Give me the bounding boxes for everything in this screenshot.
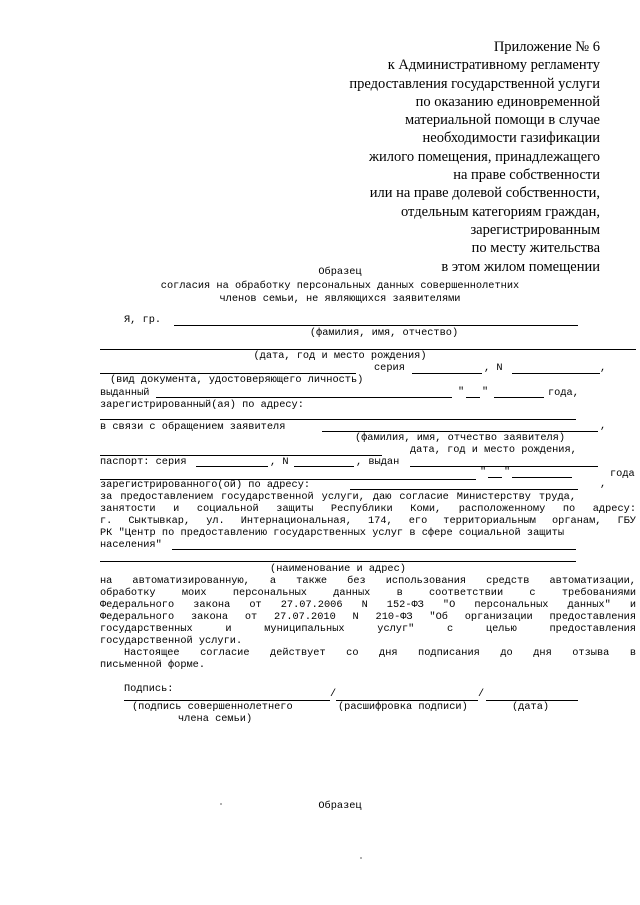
header-line: жилого помещения, принадлежащего — [368, 148, 600, 165]
form-subtitle: согласия на обработку персональных данных совершеннолетних — [160, 280, 520, 292]
quote-close: " — [482, 386, 489, 398]
label-vydan: , выдан — [356, 456, 400, 468]
header-line: материальной помощи в случае — [405, 112, 600, 129]
consent-line: за предоставлением государственной услуги, даю согласие Министерству труда, — [100, 491, 576, 503]
passport-month-field[interactable] — [512, 477, 572, 478]
issue-day-field[interactable] — [466, 397, 480, 398]
dob-caption: (дата, год и место рождения) — [253, 350, 427, 362]
passport-number-field[interactable] — [294, 466, 354, 467]
organization-cont-field[interactable] — [100, 561, 576, 562]
date-caption: (дата) — [512, 701, 550, 713]
header-line: в этом жилом помещении — [441, 258, 600, 275]
signature-label: Подпись: — [124, 683, 174, 695]
consent-line: занятости и социальной защиты Республики Коми, расположенному по адресу: — [100, 503, 636, 515]
organization-field[interactable] — [172, 549, 576, 550]
label-seria: серия — [374, 362, 405, 374]
label-registered: зарегистрированный(ая) по адресу: — [100, 399, 304, 411]
form-title: Образец — [318, 266, 362, 278]
quote-open: " — [480, 466, 487, 478]
applicant-caption: (фамилия, имя, отчество заявителя) — [354, 432, 566, 444]
sign-caption: (подпись совершеннолетнего — [132, 701, 293, 713]
scan-speck — [360, 857, 362, 859]
consent-line: РК "Центр по предоставлению государственных услуг в сфере социальной защиты — [100, 527, 564, 539]
issuer-field[interactable] — [156, 397, 452, 398]
doc-caption: (вид документа, удостоверяющего личность) — [110, 374, 364, 386]
consent-line: г. Сыктывкар, ул. Интернациональная, 174, его территориальным органам, ГБУ — [100, 515, 636, 527]
label-vydanny: выданный — [100, 387, 150, 399]
decode-caption: (расшифровка подписи) — [338, 701, 468, 713]
name-address-caption: (наименование и адрес) — [270, 563, 406, 575]
appendix-header — [300, 38, 600, 276]
label-passport-n: , N — [270, 456, 289, 468]
passport-day-field[interactable] — [488, 477, 502, 478]
passport-seria-field[interactable] — [196, 466, 268, 467]
label-n: , N — [484, 362, 503, 374]
header-line: необходимости газификации — [422, 130, 600, 147]
doc-seria-field[interactable] — [412, 373, 482, 374]
header-line: по оказанию единовременной — [415, 93, 600, 110]
label-ya-gr: Я, гр. — [124, 314, 162, 326]
header-line: предоставления государственной услуги — [349, 75, 600, 92]
label-passport: паспорт: серия — [100, 456, 187, 468]
sign-caption: члена семьи) — [178, 713, 253, 725]
address-field[interactable] — [100, 419, 576, 420]
applicant-address-field[interactable] — [350, 489, 578, 490]
header-line: зарегистрированным — [470, 221, 600, 238]
fio-caption: (фамилия, имя, отчество) — [309, 327, 459, 339]
processing-line: государственных и муниципальных услуг" с целью предоставления — [100, 623, 636, 635]
validity-line: Настоящее согласие действует со дня подписания до дня отзыва в — [124, 647, 636, 659]
footer-title: Образец — [318, 800, 362, 812]
consent-line: населения" — [100, 539, 162, 551]
quote-close: " — [504, 466, 511, 478]
processing-line: на автоматизированную, а также без использования средств автоматизации, — [100, 575, 636, 587]
doc-number-field[interactable] — [512, 373, 600, 374]
processing-line: Федерального закона от 27.07.2010 N 210-ФЗ "Об организации предоставления — [100, 611, 636, 623]
comma: , — [600, 478, 607, 490]
label-goda2: года — [610, 468, 635, 480]
header-line: по месту жительства — [471, 240, 600, 257]
slash: / — [478, 688, 485, 700]
quote-open: " — [458, 386, 465, 398]
header-line: Приложение № 6 — [493, 39, 600, 55]
label-reg-address: зарегистрированного(ой) по адресу: — [100, 479, 311, 491]
form-subtitle: членов семьи, не являющихся заявителями — [219, 293, 461, 305]
fio-field[interactable] — [174, 325, 578, 326]
scan-speck — [220, 803, 222, 805]
label-v-svyazi: в связи с обращением заявителя — [100, 421, 286, 433]
comma: , — [600, 420, 607, 432]
slash: / — [330, 688, 337, 700]
processing-line: государственной услуги. — [100, 635, 243, 647]
validity-line: письменной форме. — [100, 659, 206, 671]
header-line: к Административному регламенту — [387, 57, 600, 74]
label-goda: года, — [548, 387, 579, 399]
header-line: или на праве долевой собственности, — [369, 185, 600, 202]
header-line: отдельным категориям граждан, — [401, 203, 600, 220]
label-dob-place: дата, год и место рождения, — [410, 444, 577, 456]
issue-month-field[interactable] — [494, 397, 544, 398]
processing-line: Федерального закона от 27.07.2006 N 152-ФЗ "О персональных данных" и — [100, 599, 636, 611]
header-line: на праве собственности — [453, 167, 600, 184]
comma: , — [600, 362, 607, 374]
processing-line: обработку моих персональных данных в соответствии с требованиями — [100, 587, 636, 599]
